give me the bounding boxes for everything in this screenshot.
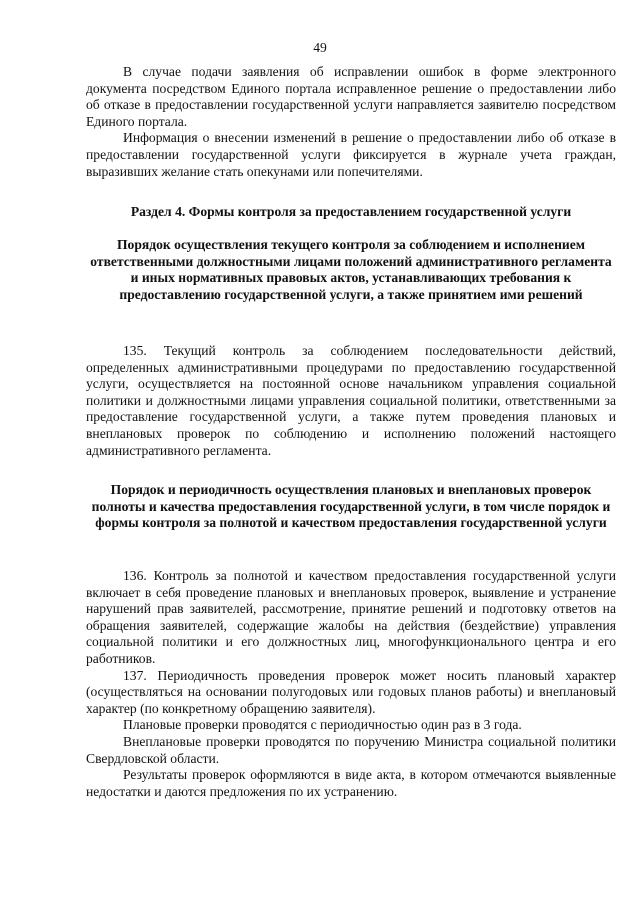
- paragraph: 135. Текущий контроль за соблюдением последовательности действий, определенных административными процедурами по предоставлению государственной услуги, осуществляется на постоянной основе начальником управления социальной политики и должностными лицами управления социальной политики, ответственными за предоставление государственной услуги, а также путем проведения плановых и внеплановых проверок по соблюдению и исполнению положений настоящего административного регламента.: [86, 343, 616, 458]
- current-control-block: [86, 343, 616, 459]
- page-number: 49: [313, 40, 327, 55]
- paragraph: Информация о внесении изменений в решение о предоставлении либо об отказе в предоставлении государственной услуги фиксируется в журнале учета граждан, выразивших желание стать опекунами или попечителями.: [86, 130, 616, 179]
- paragraph: Плановые проверки проводятся с периодичностью один раз в 3 года.: [123, 717, 522, 733]
- paragraph: В случае подачи заявления об исправлении ошибок в форме электронного документа посредством Единого портала исправленное решение о предоставлении либо об отказе в предоставлении государственной услуги направляется заявителю посредством Единого портала.: [86, 64, 616, 129]
- paragraph: 137. Периодичность проведения проверок может носить плановый характер (осуществляться на основании полугодовых или годовых планов работы) и внеплановый характер (по конкретному обращению заявителя).: [86, 667, 616, 716]
- intro-block: [86, 64, 616, 180]
- paragraph: Результаты проверок оформляются в виде акта, в котором отмечаются выявленные недостатки и даются предложения по их устранению.: [86, 767, 616, 799]
- section-heading-block: [86, 204, 616, 221]
- paragraph: 136. Контроль за полнотой и качеством предоставления государственной услуги включает в себя проведение плановых и внеплановых проверок, выявление и устранение нарушений прав заявителей, рассмотрение, принятие решений и подготовку ответов на обращения заявителей, содержащие жалобы на действия (бездействие) управления социальной политики и его должностных лиц, многофункционального центра и его работников.: [86, 568, 616, 666]
- periodic-heading-block: [86, 482, 616, 532]
- paragraph: Внеплановые проверки проводятся по поручению Министра социальной политики Свердловской области.: [86, 733, 616, 766]
- periodic-block: [86, 568, 616, 800]
- current-control-heading: Порядок осуществления текущего контроля за соблюдением и исполнением ответственными должностными лицами положений административного регламента и иных нормативных правовых актов, устанавливающих требования к предоставлению государственной услуги, а также принятием ими решений: [90, 237, 612, 302]
- current-control-heading-block: [86, 237, 616, 303]
- section-heading: Раздел 4. Формы контроля за предоставлением государственной услуги: [130, 204, 572, 219]
- periodic-heading: Порядок и периодичность осуществления плановых и внеплановых проверок полноты и качества предоставления государственной услуги, в том числе порядок и формы контроля за полнотой и качеством предоставления государственной услуги: [91, 482, 611, 531]
